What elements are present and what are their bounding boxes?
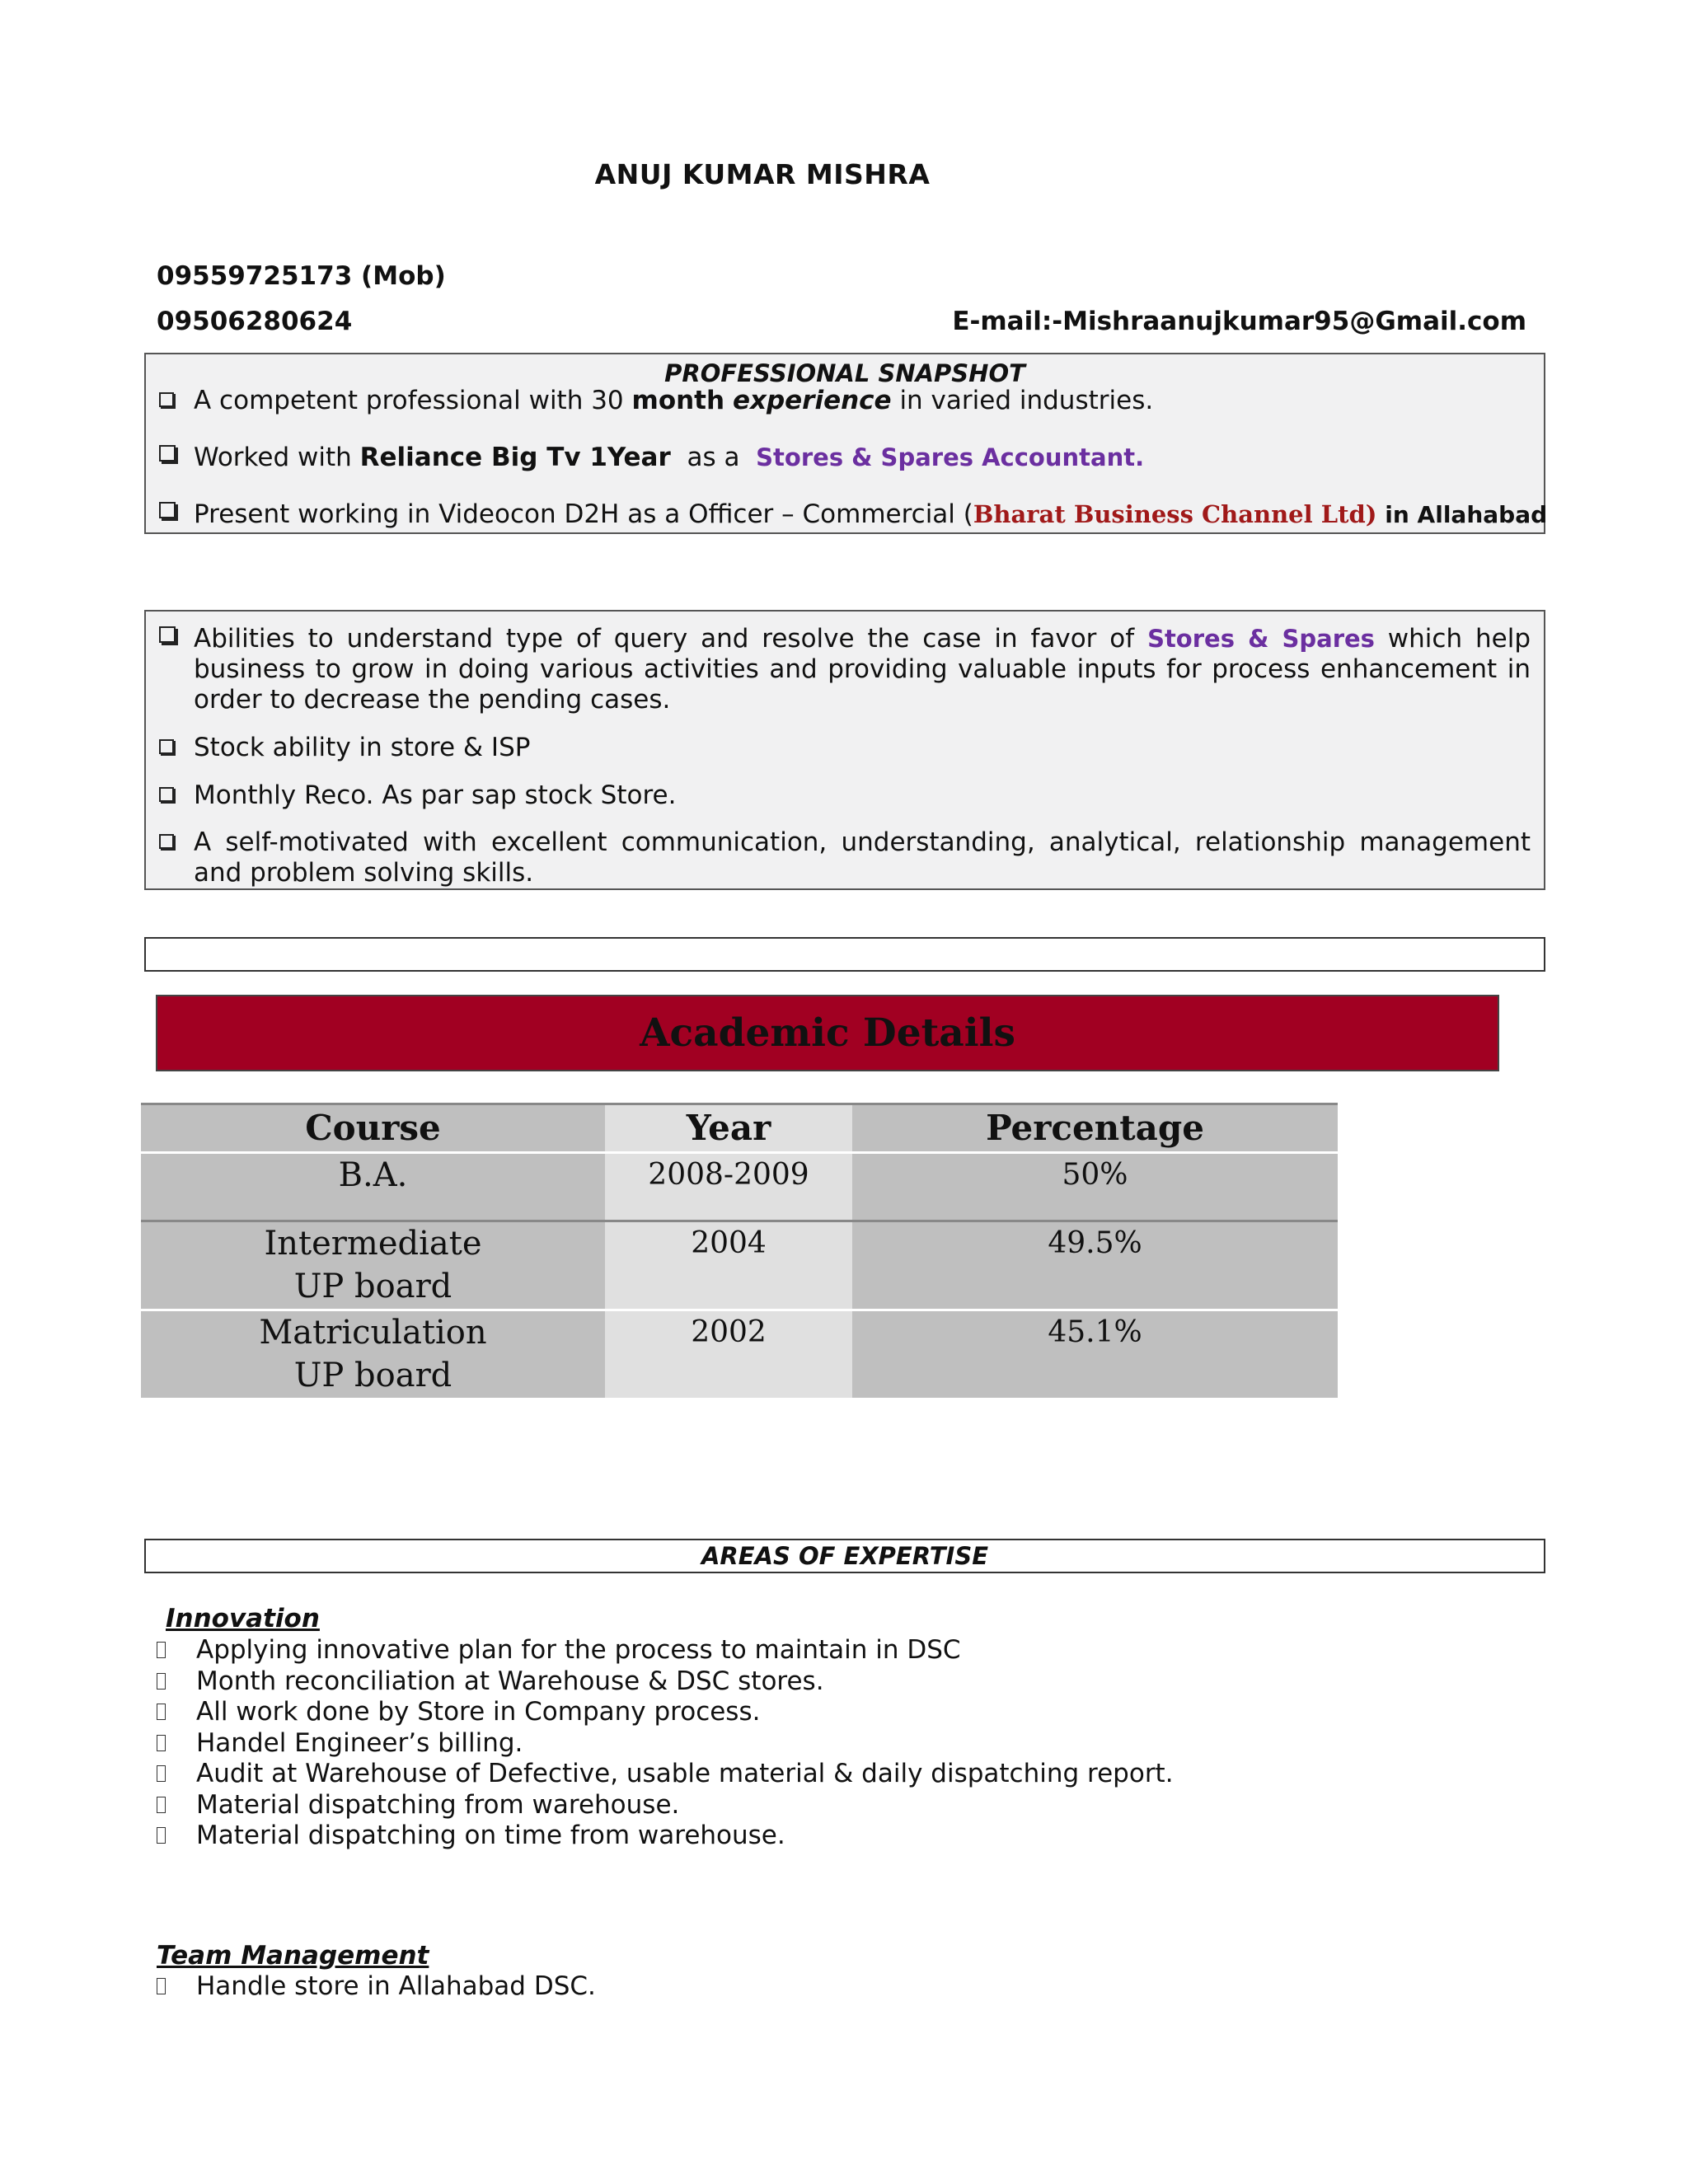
header-percentage: Percentage <box>852 1104 1338 1153</box>
academic-details-banner: Academic Details <box>156 995 1499 1071</box>
percentage-cell: 45.1% <box>852 1310 1338 1399</box>
phone-number: 09506280624 <box>157 307 353 336</box>
table-row <box>141 1153 1338 1221</box>
table-row <box>141 1221 1338 1310</box>
bullet-icon <box>157 1797 166 1813</box>
abilities-box: Abilities to understand type of query and resolve the case in favor of Stores & Spares which help business to grow in doing various activities and providing valuable inputs for process enhancement in order to decrease the pending cases. Stock ability in store & ISP Monthly Reco. As par sap stock Store. A self-motivated with excellent communication, understanding, analytical, relationship management and problem solving skills. <box>144 610 1545 890</box>
candidate-name: ANUJ KUMAR MISHRA <box>594 158 931 190</box>
bullet-icon <box>157 1978 166 1994</box>
table-header-row <box>141 1104 1338 1153</box>
year-cell: 2004 <box>605 1221 852 1310</box>
table-row <box>141 1310 1338 1399</box>
snapshot-title: PROFESSIONAL SNAPSHOT <box>664 359 1025 387</box>
percentage-cell: 49.5% <box>852 1221 1338 1310</box>
checkbox-bullet-icon <box>159 445 176 462</box>
professional-snapshot-box: PROFESSIONAL SNAPSHOT A competent professional with 30 month experience in varied industries. Worked with Reliance Big Tv 1Year as a Stores & Spares Accountant. Present working in Videocon D2H as a Officer – Commercial (Bharat Business Channel Ltd) in Allahabad <box>144 353 1545 534</box>
checkbox-bullet-icon <box>159 626 176 643</box>
header-course: Course <box>141 1104 605 1153</box>
checkbox-bullet-icon <box>159 834 174 849</box>
bullet-icon <box>157 1827 166 1844</box>
bullet-icon <box>157 1642 166 1658</box>
areas-of-expertise-title: AREAS OF EXPERTISE <box>144 1539 1545 1573</box>
checkbox-bullet-icon <box>159 787 174 802</box>
checkbox-bullet-icon <box>159 392 174 407</box>
academic-table <box>141 1103 1338 1398</box>
innovation-heading: Innovation <box>166 1604 320 1633</box>
percentage-cell: 50% <box>852 1153 1338 1221</box>
bullet-icon <box>157 1765 166 1782</box>
bullet-icon <box>157 1704 166 1720</box>
mobile-number: 09559725173 (Mob) <box>157 261 446 291</box>
year-cell: 2002 <box>605 1310 852 1399</box>
checkbox-bullet-icon <box>159 502 176 518</box>
header-year: Year <box>605 1104 852 1153</box>
course-cell: Intermediate UP board <box>141 1221 605 1310</box>
course-cell: B.A. <box>141 1153 605 1221</box>
year-cell: 2008-2009 <box>605 1153 852 1221</box>
email-address: E-mail:-Mishraanujkumar95@Gmail.com <box>952 307 1526 336</box>
empty-box <box>144 937 1545 972</box>
bullet-icon <box>157 1673 166 1690</box>
team-management-heading: Team Management <box>157 1941 429 1971</box>
course-cell: Matriculation UP board <box>141 1310 605 1399</box>
checkbox-bullet-icon <box>159 739 174 754</box>
bullet-icon <box>157 1735 166 1751</box>
